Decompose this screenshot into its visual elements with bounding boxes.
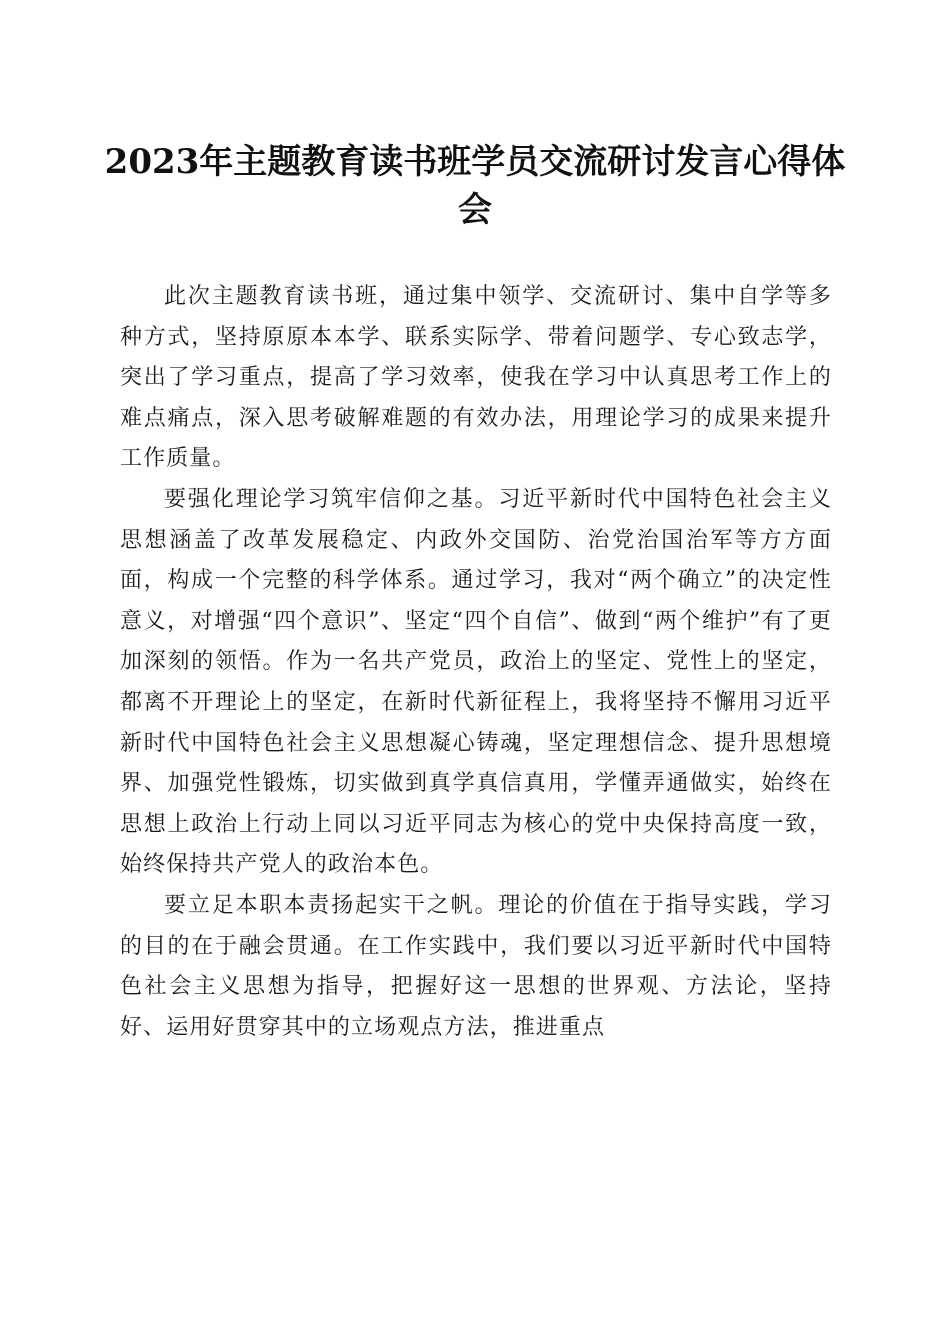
document-title: 2023年主题教育读书班学员交流研讨发言心得体会 bbox=[104, 142, 846, 230]
paragraph-1: 此次主题教育读书班，通过集中领学、交流研讨、集中自学等多种方式，坚持原原本本学、联系实际学、带着问题学、专心致志学，突出了学习重点，提高了学习效率，使我在学习中认真思考工作上的难点痛点，深入思考破解难题的有效办法，用理论学习的成果来提升工作质量。 bbox=[120, 284, 832, 472]
paragraph-3: 要立足本职本责扬起实干之帆。理论的价值在于指导实践，学习的目的在于融会贯通。在工作实践中，我们要以习近平新时代中国特色社会主义思想为指导，把握好这一思想的世界观、方法论，坚持好、运用好贯穿其中的立场观点方法，推进重点 bbox=[120, 892, 832, 1040]
paragraph-2: 要强化理论学习筑牢信仰之基。习近平新时代中国特色社会主义思想涵盖了改革发展稳定、内政外交国防、治党治国治军等方方面面，构成一个完整的科学体系。通过学习，我对“两个确立”的决定性意义，对增强“四个意识”、坚定“四个自信”、做到“两个维护”有了更加深刻的领悟。作为一名共产党员，政治上的坚定、党性上的坚定，都离不开理论上的坚定，在新时代新征程上，我将坚持不懈用习近平新时代中国特色社会主义思想凝心铸魂，坚定理想信念、提升思想境界、加强党性锻炼，切实做到真学真信真用，学懂弄通做实，始终在思想上政治上行动上同以习近平同志为核心的党中央保持高度一致，始终保持共产党人的政治本色。 bbox=[120, 486, 832, 878]
document-body bbox=[120, 277, 832, 1048]
